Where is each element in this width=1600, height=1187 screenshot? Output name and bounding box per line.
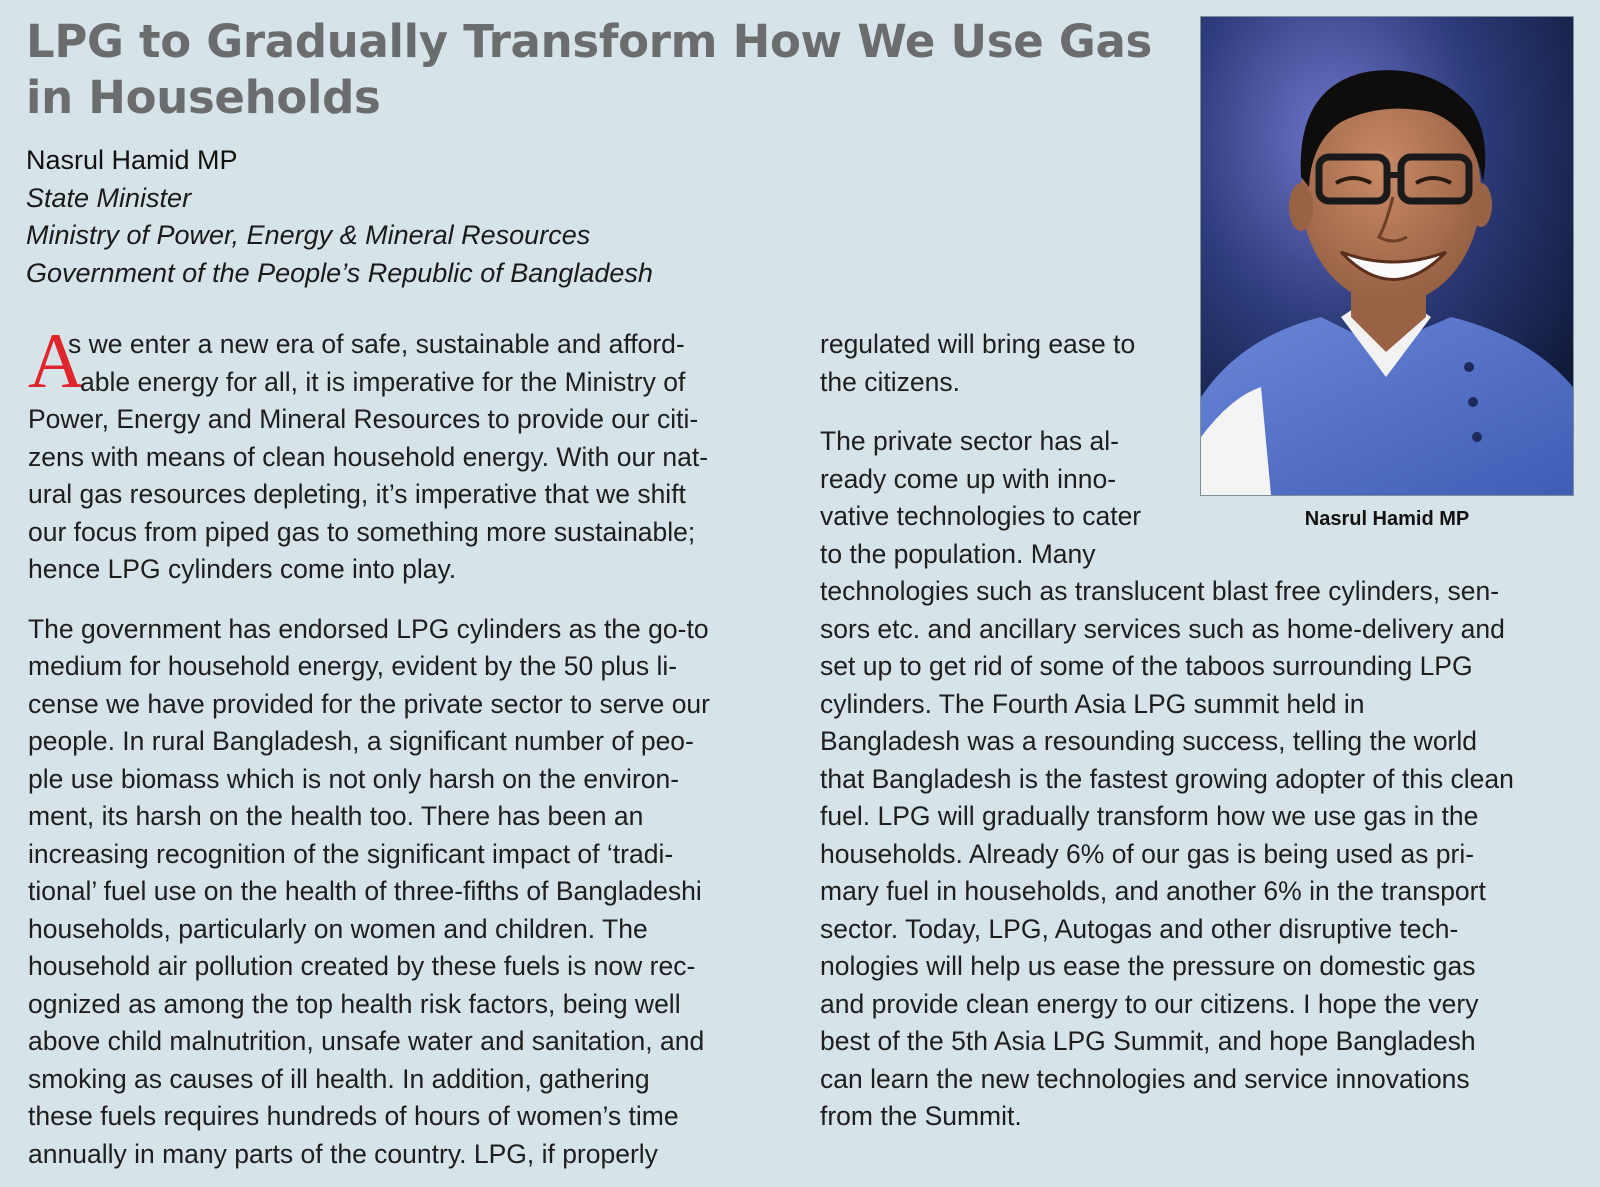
article-left-column xyxy=(28,326,788,1173)
text-line: increasing recognition of the significant impact of ‘tradi- xyxy=(28,838,674,869)
text-line: to the population. Many xyxy=(820,538,1096,569)
text-line: able energy for all, it is imperative for the Ministry of xyxy=(80,366,686,397)
text-line: that Bangladesh is the fastest growing adopter of this clean xyxy=(820,763,1514,794)
text-line: these fuels requires hundreds of hours of women’s time xyxy=(28,1101,679,1131)
text-line: sors etc. and ancillary services such as home-delivery and xyxy=(820,613,1505,644)
text-line: The private sector has al- xyxy=(820,426,1119,456)
text-line: Power, Energy and Mineral Resources to provide our citi- xyxy=(28,404,699,434)
text-line: can learn the new technologies and service innovations xyxy=(820,1063,1470,1094)
text-line: fuel. LPG will gradually transform how we use gas in the xyxy=(820,801,1479,831)
text-line: zens with means of clean household energy. With our nat- xyxy=(28,441,709,472)
text-line: ment, its harsh on the health too. There has been an xyxy=(28,801,644,831)
text-line: households. Already 6% of our gas is being used as pri- xyxy=(820,838,1475,869)
article-right-column xyxy=(820,326,1580,1136)
text-line: Bangladesh was a resounding success, telling the world xyxy=(820,726,1478,756)
text-line: our focus from piped gas to something more sustainable; xyxy=(28,516,696,547)
headline-line-1: LPG to Gradually Transform How We Use Gas xyxy=(26,15,1153,68)
text-line: best of the 5th Asia LPG Summit, and hope Bangladesh xyxy=(820,1026,1476,1056)
text-line: the citizens. xyxy=(820,366,960,397)
author-title: State Minister xyxy=(26,182,192,213)
text-line: ple use biomass which is not only harsh on the environ- xyxy=(28,763,680,794)
text-line: medium for household energy, evident by the 50 plus li- xyxy=(28,651,678,681)
author-government: Government of the People’s Republic of Bangladesh xyxy=(26,257,653,288)
text-line: sector. Today, LPG, Autogas and other disruptive tech- xyxy=(820,913,1459,944)
text-line: above child malnutrition, unsafe water and sanitation, and xyxy=(28,1026,705,1056)
text-line: mary fuel in households, and another 6% in the transport xyxy=(820,876,1486,906)
photo-caption: Nasrul Hamid MP xyxy=(1304,508,1470,530)
text-line: households, particularly on women and children. The xyxy=(28,913,648,944)
headline-line-2: in Households xyxy=(26,71,381,124)
text-line: smoking as causes of ill health. In addition, gathering xyxy=(28,1063,650,1094)
headline xyxy=(26,14,1166,126)
author-ministry: Ministry of Power, Energy & Mineral Resources xyxy=(26,220,591,250)
text-line: technologies such as translucent blast free cylinders, sen- xyxy=(820,576,1500,606)
drop-cap: A xyxy=(28,317,85,404)
text-line: hence LPG cylinders come into play. xyxy=(28,554,457,584)
text-line: tional’ fuel use on the health of three-fifths of Bangladeshi xyxy=(28,876,702,906)
author-byline xyxy=(26,142,1126,292)
text-line: vative technologies to cater xyxy=(820,501,1142,531)
text-line: cylinders. The Fourth Asia LPG summit held in xyxy=(820,688,1365,719)
paragraph-private-sector xyxy=(820,423,1580,1136)
text-line: people. In rural Bangladesh, a significant number of peo- xyxy=(28,726,694,756)
text-line: cense we have provided for the private sector to serve our xyxy=(28,688,710,719)
paragraph-continuation xyxy=(820,326,1580,401)
text-line: and provide clean energy to our citizens. I hope the very xyxy=(820,988,1479,1019)
paragraph-government xyxy=(28,611,788,1174)
text-line: ural gas resources depleting, it’s imperative that we shift xyxy=(28,479,686,509)
author-name: Nasrul Hamid MP xyxy=(26,145,238,175)
text-line: set up to get rid of some of the taboos surrounding LPG xyxy=(820,651,1473,681)
text-line: The government has endorsed LPG cylinders as the go-to xyxy=(28,613,709,644)
text-line: ognized as among the top health risk factors, being well xyxy=(28,988,681,1019)
text-line: s we enter a new era of safe, sustainable and afford- xyxy=(68,329,685,359)
text-line: annually in many parts of the country. LPG, if properly xyxy=(28,1138,658,1169)
paragraph-intro xyxy=(28,326,788,589)
text-line: household air pollution created by these fuels is now rec- xyxy=(28,951,696,981)
text-line: ready come up with inno- xyxy=(820,463,1117,494)
text-line: regulated will bring ease to xyxy=(820,329,1136,359)
text-line: from the Summit. xyxy=(820,1101,1022,1131)
text-line: nologies will help us ease the pressure on domestic gas xyxy=(820,951,1476,981)
